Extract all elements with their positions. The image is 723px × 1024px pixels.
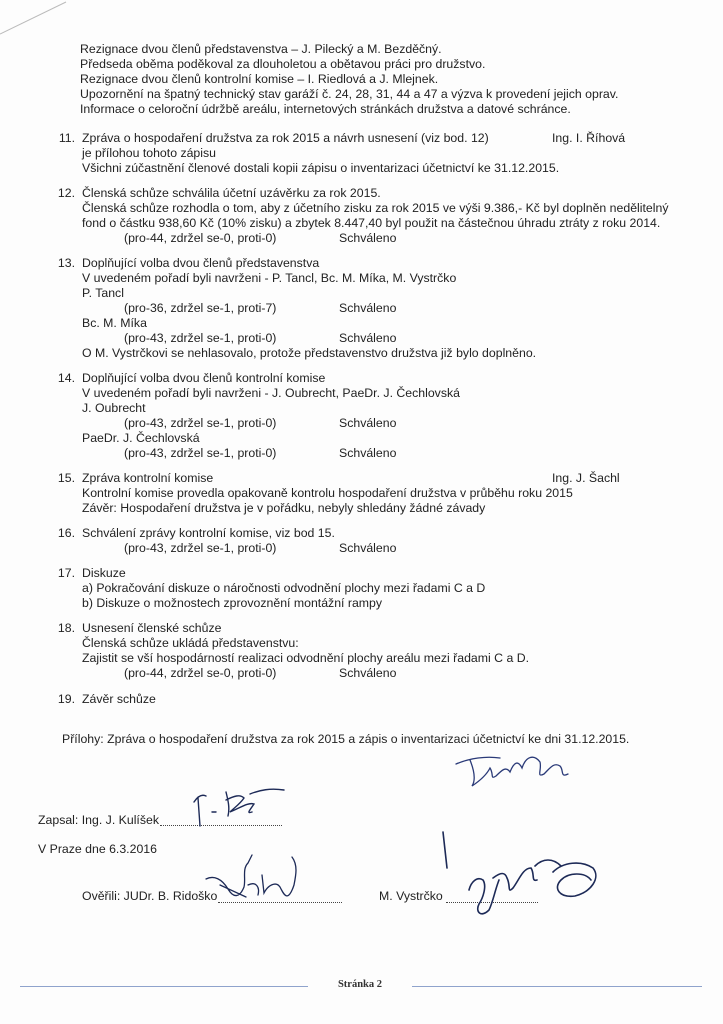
page-number: Stránka 2 [337, 979, 383, 990]
candidate-name: PaeDr. J. Čechlovská [82, 431, 200, 445]
footer-rule [412, 986, 702, 987]
item-title: Doplňující volba dvou členů kontrolní komise [82, 371, 326, 385]
item-title: Schválení zprávy kontrolní komise, viz bod 15. [82, 526, 335, 540]
item-number: 13. [57, 256, 75, 270]
item-title: Zpráva o hospodaření družstva za rok 2015 a návrh usnesení (viz bod. 12) [82, 131, 489, 145]
verifier-name: M. Vystrčko [379, 889, 443, 903]
discussion-point: a) Pokračování diskuze o náročnosti odvodnění plochy mezi řadami C a D [82, 581, 486, 595]
item-text: je přílohou tohoto zápisu [82, 146, 216, 160]
vote-tally: (pro-44, zdržel se-0, proti-0) [124, 231, 277, 245]
vote-result: Schváleno [339, 231, 397, 245]
item-text: fond o částku 938,60 Kč (10% zisku) a zbytek 8.447,40 byl použit na částečnou úhradu ztráty z roku 2014. [82, 216, 661, 230]
intro-line: Předseda oběma poděkoval za dlouholetou a obětavou práci pro družstvo. [80, 57, 486, 71]
item-title: Diskuze [82, 566, 126, 580]
item-text: V uvedeném pořadí byli navrženi - P. Tancl, Bc. M. Míka, M. Vystrčko [82, 271, 457, 285]
vote-tally: (pro-43, zdržel se-1, proti-0) [124, 331, 277, 345]
verified-by-label: Ověřili: JUDr. B. Ridoško [82, 889, 218, 903]
intro-line: Informace o celoroční údržbě areálu, internetových stránkách družstva a datové schránce. [80, 102, 571, 116]
item-text: Kontrolní komise provedla opakovaně kontrolu hospodaření družstva v průběhu roku 2015 [82, 486, 573, 500]
candidate-name: P. Tancl [82, 286, 124, 300]
vote-result: Schváleno [339, 541, 397, 555]
vote-result: Schváleno [339, 446, 397, 460]
intro-line: Rezignace dvou členů kontrolní komise – I. Riedlová a J. Mlejnek. [80, 72, 439, 86]
item-text: Zajistit se vší hospodárností realizaci odvodnění plochy areálu mezi řadami C a D. [82, 651, 529, 665]
item-number: 19. [57, 692, 75, 706]
vote-result: Schváleno [339, 416, 397, 430]
vote-result: Schváleno [339, 666, 397, 680]
item-text: Členská schůze rozhodla o tom, aby z účetního zisku za rok 2015 ve výši 9.386,- Kč byl doplněn nedělitelný [82, 201, 669, 215]
attachments-line: Přílohy: Zpráva o hospodaření družstva za rok 2015 a zápis o inventarizaci účetnictví ke dni 31.12.2015. [62, 732, 630, 746]
item-presenter: Ing. I. Říhová [552, 131, 626, 145]
item-text: Členská schůze ukládá představenstvu: [82, 636, 299, 650]
candidate-name: J. Oubrecht [82, 401, 146, 415]
candidate-name: Bc. M. Míka [82, 316, 147, 330]
footer-rule [20, 986, 308, 987]
vote-result: Schváleno [339, 331, 397, 345]
item-title: Usnesení členské schůze [82, 621, 222, 635]
recorded-by-label: Zapsal: Ing. J. Kulíšek [38, 813, 159, 827]
item-title: Zpráva kontrolní komise [82, 471, 214, 485]
item-title: Doplňující volba dvou členů představenstva [82, 256, 320, 270]
item-number: 11. [58, 131, 75, 145]
place-date: V Praze dne 6.3.2016 [38, 842, 157, 856]
item-text: V uvedeném pořadí byli navrženi - J. Oubrecht, PaeDr. J. Čechlovská [82, 386, 460, 400]
item-presenter: Ing. J. Šachl [552, 471, 620, 485]
item-number: 16. [57, 526, 75, 540]
vote-result: Schváleno [339, 301, 397, 315]
handwritten-signature [435, 828, 615, 923]
vote-tally: (pro-43, zdržel se-1, proti-0) [124, 416, 277, 430]
item-title: Závěr schůze [82, 692, 156, 706]
handwritten-signature [450, 748, 580, 792]
handwritten-signature [200, 845, 310, 915]
vote-tally: (pro-44, zdržel se-0, proti-0) [124, 666, 277, 680]
vote-tally: (pro-43, zdržel se-1, proti-0) [124, 446, 277, 460]
discussion-point: b) Diskuze o možnostech zprovoznění montážní rampy [82, 596, 383, 610]
item-number: 12. [57, 186, 75, 200]
handwritten-signature [190, 782, 290, 832]
intro-line: Rezignace dvou členů představenstva – J. Pilecký a M. Bezděčný. [80, 42, 442, 56]
item-number: 15. [57, 471, 75, 485]
item-note: O M. Vystrčkovi se nehlasovalo, protože představenstvo družstva již bylo doplněno. [82, 346, 537, 360]
item-title: Členská schůze schválila účetní uzávěrku za rok 2015. [82, 186, 381, 200]
vote-tally: (pro-43, zdržel se-1, proti-0) [124, 541, 277, 555]
item-number: 14. [57, 371, 75, 385]
vote-tally: (pro-36, zdržel se-1, proti-7) [124, 301, 277, 315]
item-number: 17. [57, 566, 75, 580]
item-text: Závěr: Hospodaření družstva je v pořádku, nebyly shledány žádné závady [82, 501, 486, 515]
item-number: 18. [57, 621, 75, 635]
intro-line: Upozornění na špatný technický stav garáží č. 24, 28, 31, 44 a 47 a výzva k provedení jejich oprav. [80, 87, 619, 101]
item-text: Všichni zúčastnění členové dostali kopii zápisu o inventarizaci účetnictví ke 31.12.2015. [82, 161, 560, 175]
folded-corner-mark [0, 0, 70, 44]
